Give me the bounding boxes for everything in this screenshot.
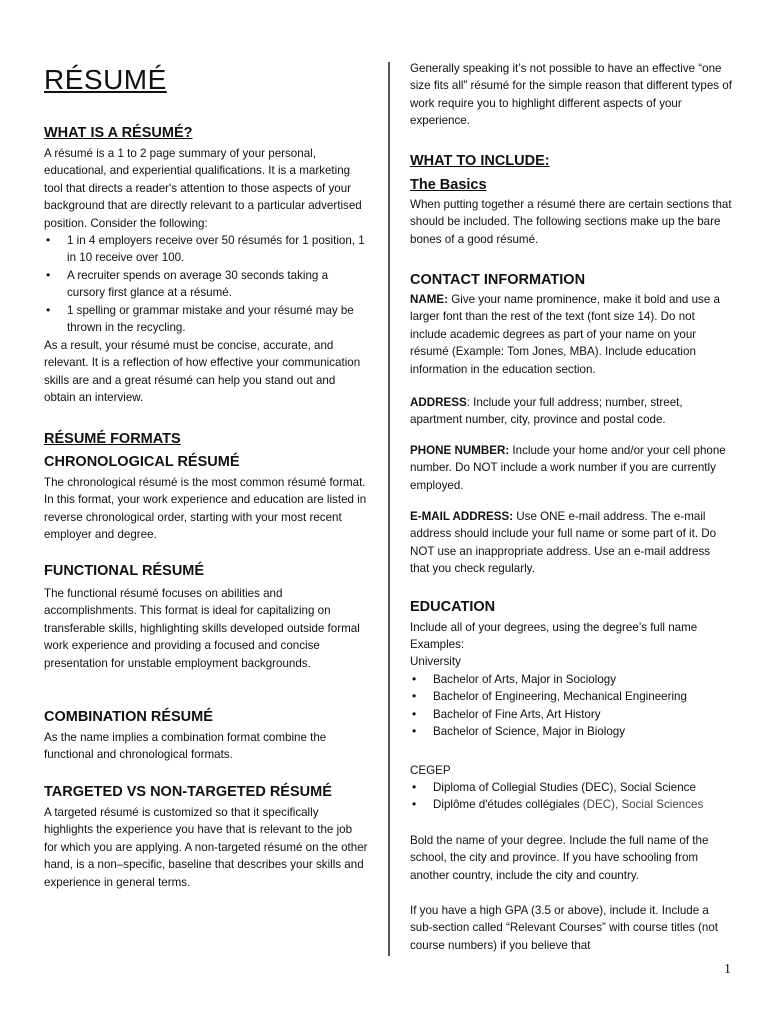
page-title: RÉSUMÉ — [44, 64, 167, 95]
list-item: • Bachelor of Arts, Major in Sociology — [410, 671, 687, 688]
chronological-text: The chronological résumé is the most common résumé format. In this format, your work experience and education are listed in reverse chronological order, starting with your most recent employer and degree. — [44, 476, 367, 542]
what-is-intro: A résumé is a 1 to 2 page summary of your personal, educational, and experiential qualifications. It is a marketing tool that directs a reader's attention to those aspects of your background that are directly relevant to a particular advertised position. Consider the following: — [44, 147, 362, 230]
phone-paragraph — [410, 442, 732, 494]
targeted-text: A targeted résumé is customized so that it specifically highlights the experience you have that is relevant to the job for which you are applying. A non-targeted résumé on the other hand, is a non–specific, baseline that describes your skills and experience in general terms. — [44, 806, 368, 889]
functional-text: The functional résumé focuses on abilities and accomplishments. This format is ideal for capitalizing on transferable skills, highlighting skills developed outside formal work experience and providing a focused and concise presentation for unstable employment backgrounds. — [44, 587, 360, 670]
list-item: • Bachelor of Science, Major in Biology — [410, 723, 687, 740]
examples-label: Examples: — [410, 638, 465, 651]
email-paragraph — [410, 508, 732, 578]
phone-text: Include your home and/or your cell phone number. Do NOT include a work number if you are currently employed. — [410, 444, 726, 492]
list-item: • Bachelor of Engineering, Mechanical Engineering — [410, 688, 687, 705]
list-item: • Diploma of Collegial Studies (DEC), Social Science — [410, 779, 703, 796]
intro-text: Generally speaking it’s not possible to have an effective “one size fits all” résumé for the simple reason that different types of work require you to highlight different aspects of your experience. — [410, 62, 732, 128]
email-label: E-MAIL ADDRESS: — [410, 510, 514, 523]
university-label: University — [410, 655, 461, 668]
formats-heading: RÉSUMÉ FORMATS — [44, 431, 181, 447]
basics-text: When putting together a résumé there are certain sections that should be included. The following sections make up the bare bones of a good résumé. — [410, 198, 732, 246]
list-item: • 1 spelling or grammar mistake and your résumé may be thrown in the recycling. — [44, 302, 368, 337]
phone-label: PHONE NUMBER: — [410, 444, 510, 457]
address-label: ADDRESS — [410, 396, 467, 409]
list-item: • A recruiter spends on average 30 seconds taking a cursory first glance at a résumé. — [44, 267, 368, 302]
address-text: : Include your full address; number, street, apartment number, city, province and postal code. — [410, 396, 683, 427]
page-number: 1 — [724, 962, 731, 977]
cegep-item-text: Diplôme d'études collégiales — [433, 798, 583, 812]
education-heading: EDUCATION — [410, 599, 496, 615]
list-item: • 1 in 4 employers receive over 50 résumés for 1 position, 1 in 10 receive over 100. — [44, 232, 368, 267]
education-intro: Include all of your degrees, using the degree’s full name — [410, 621, 698, 634]
contact-heading: CONTACT INFORMATION — [410, 272, 586, 288]
column-divider — [388, 62, 390, 956]
address-paragraph — [410, 394, 732, 429]
name-text: Give your name prominence, make it bold and use a larger font than the rest of the text (font size 14). Do not include academic degrees as part of your name on your résumé (Example: Tom Jones, MBA). Include education information in the education section. — [410, 293, 720, 376]
name-paragraph — [410, 291, 732, 378]
university-list — [410, 671, 687, 741]
combination-heading: COMBINATION RÉSUMÉ — [44, 709, 213, 725]
cegep-label: CEGEP — [410, 764, 451, 777]
cegep-item-suffix: (DEC), Social Sciences — [582, 798, 704, 812]
combination-text: As the name implies a combination format combine the functional and chronological formats. — [44, 731, 327, 762]
chronological-heading: CHRONOLOGICAL RÉSUMÉ — [44, 454, 240, 470]
what-to-include-heading: WHAT TO INCLUDE: — [410, 153, 550, 169]
list-item — [410, 796, 703, 813]
bold-degree-text: Bold the name of your degree. Include the full name of the school, the city and province. If you have schooling from another country, include the city and country. — [410, 834, 709, 882]
targeted-heading: TARGETED VS NON-TARGETED RÉSUMÉ — [44, 784, 332, 800]
functional-heading: FUNCTIONAL RÉSUMÉ — [44, 563, 205, 579]
list-item: • Bachelor of Fine Arts, Art History — [410, 706, 687, 723]
what-is-conclusion: As a result, your résumé must be concise, accurate, and relevant. It is a reflection of how effective your communication skills are and a great résumé can help you stand out and obtain an interview. — [44, 339, 361, 405]
cegep-list — [410, 779, 703, 814]
email-text: Use ONE e-mail address. The e-mail address should include your full name or some part of it. Do NOT use an inappropriate address. Use an e-mail address that you check regularly. — [410, 510, 717, 576]
what-is-heading: WHAT IS A RÉSUMÉ? — [44, 125, 193, 141]
name-label: NAME: — [410, 293, 448, 306]
basics-heading: The Basics — [410, 177, 487, 193]
what-is-bullets — [44, 232, 368, 336]
gpa-text: If you have a high GPA (3.5 or above), include it. Include a sub-section called “Relevant Courses” with course titles (not course numbers) if you believe that — [410, 904, 719, 952]
